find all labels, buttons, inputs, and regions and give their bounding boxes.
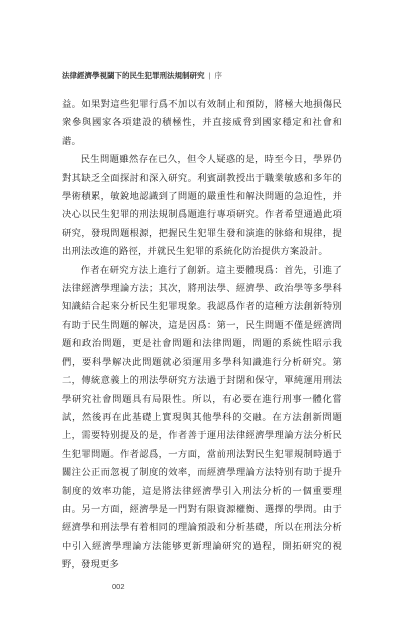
section-label: 序 [214,71,222,80]
header-separator: | [208,71,211,80]
paragraph-research-background: 民生問題雖然存在已久，但令人疑惑的是，時至今日，學界仍對其缺乏全面探討和深入研究。利賓副教授出于職業敏感和多年的學術積累，敏銳地認識到了問題的嚴重性和解決問題的急迫性，并决心以民生犯罪的刑法規制爲題進行專項研究。作者希望通過此項研究，發現問題根源，把握民生犯罪生發和演進的脉絡和規律，提出刑法改進的路徑，并就民生犯罪的系統化防治提供方案設計。 [62,154,342,258]
page-body [62,96,342,575]
paragraph-method-innovation: 作者在研究方法上進行了創新。這主要體現爲：首先，引進了法律經濟學理論方法；其次，將刑法學、經濟學、政治學等多學科知識結合起來分析民生犯罪現象。我認爲作者的這種方法創新特別有助于民生問題的解决，這是因爲：第一，民生問題不僅是經濟問題和政治問題，更是社會問題和法律問題，問題的系統性昭示我們，要科學解决此問題就必須運用多學科知識進行分析研究。第二，傳統意義上的刑法學研究方法過于封閉和保守，單純運用刑法學研究社會問題具有局限性。所以，有必要在進行刑事一體化嘗試，然後再在此基礎上實現與其他學科的交融。在方法創新問題上，需要特别提及的是，作者善于運用法律經濟學理論方法分析民生犯罪問題。作者認爲，一方面，當前刑法對民生犯罪規制時過于關注公正而忽視了制度的效率，而經濟學理論方法特别有助于提升制度的效率功能，這是將法律經濟學引入刑法分析的一個重要理由。另一方面，經濟學是一門對有限資源權衡、選擇的學問。由于經濟學和刑法學有着相同的理論預設和分析基礎，所以在刑法分析中引入經濟學理論方法能够更新理論研究的過程，開拓研究的視野，發現更多 [62,264,342,571]
page-number: 002 [112,582,125,591]
paragraph-continued: 益。如果對這些犯罪行爲不加以有效制止和預防，將極大地損傷民衆參與國家各項建設的積極性，并直接威脅到國家穩定和社會和諧。 [62,99,342,147]
book-title: 法律經濟學視閾下的民生犯罪刑法規制研究 [62,71,205,80]
running-header [62,70,222,81]
